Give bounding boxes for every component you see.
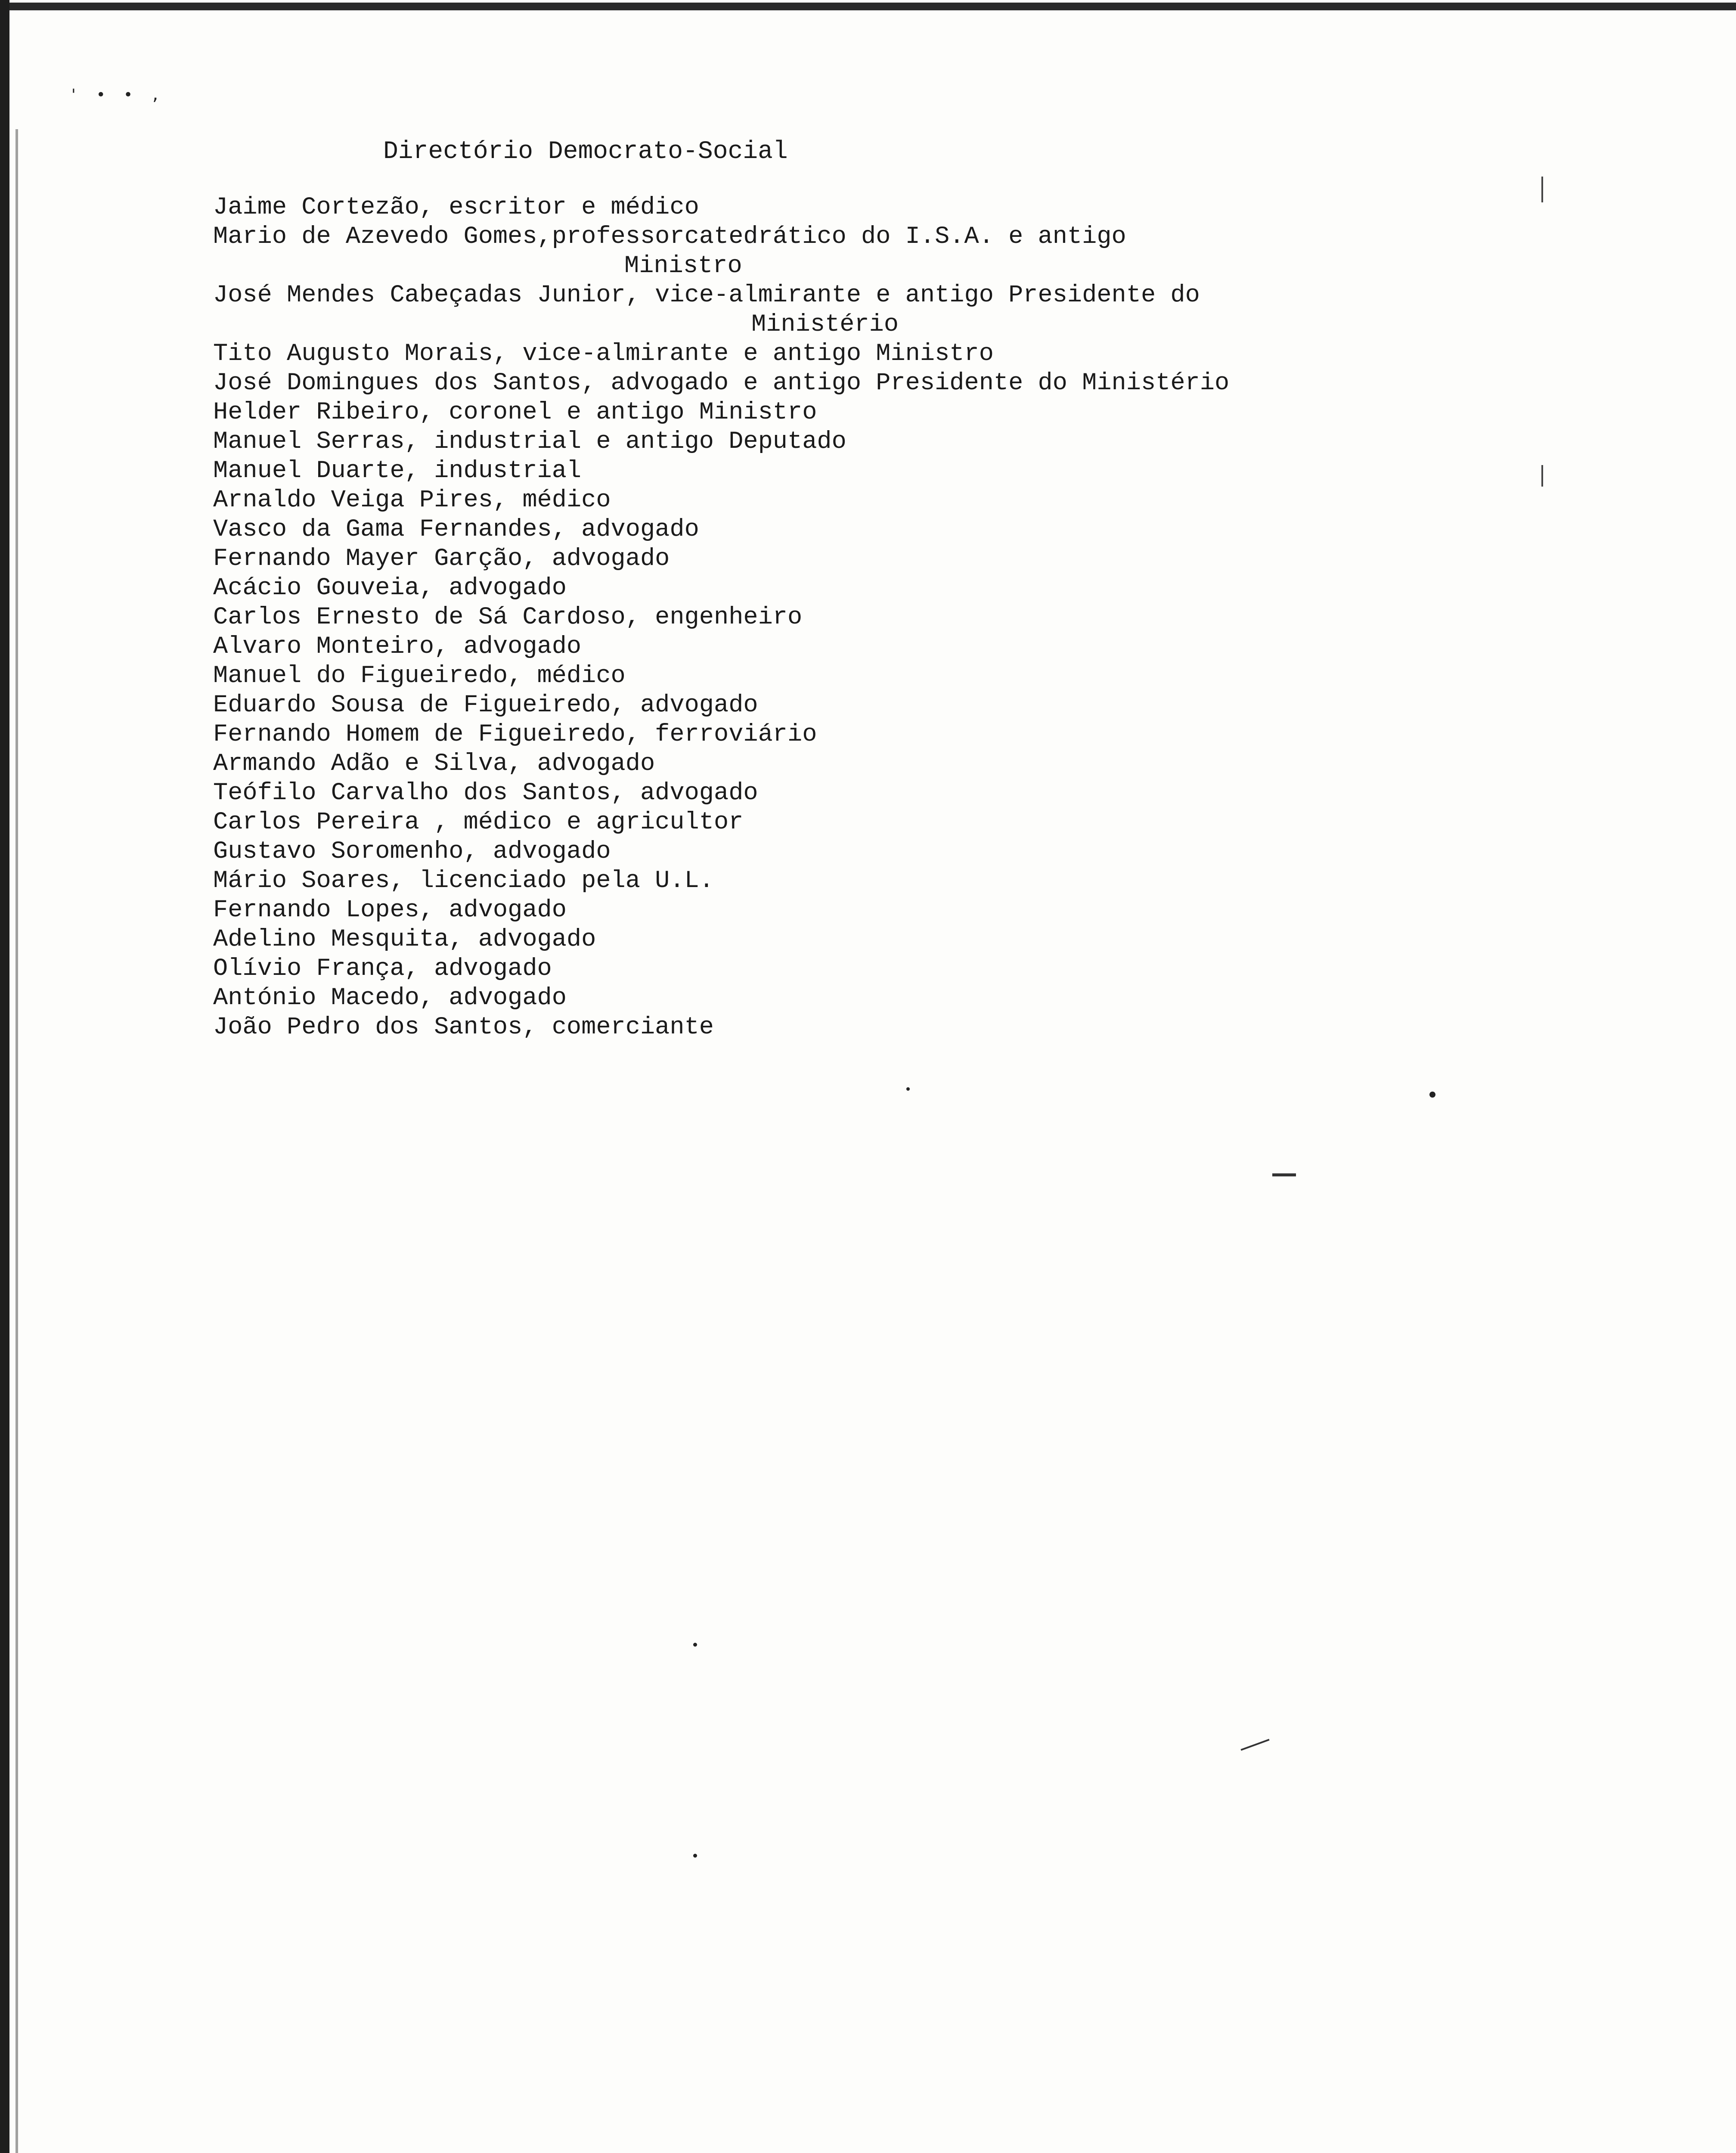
member-entry: José Domingues dos Santos, advogado e antigo Presidente do Ministério <box>213 369 1230 397</box>
member-entry: João Pedro dos Santos, comerciante <box>213 1014 714 1041</box>
member-entry: Manuel do Figueiredo, médico <box>213 662 626 690</box>
scan-dash <box>1272 1173 1296 1176</box>
scan-speck <box>1429 1092 1435 1098</box>
member-entry: Olívio França, advogado <box>213 955 552 983</box>
member-entry: Fernando Homem de Figueiredo, ferroviário <box>213 721 817 748</box>
member-entry: Mario de Azevedo Gomes,professorcatedrático do I.S.A. e antigo <box>213 223 1126 251</box>
scan-top-edge <box>0 3 1736 10</box>
scan-dash <box>1240 1739 1269 1751</box>
member-entry: Arnaldo Veiga Pires, médico <box>213 487 611 514</box>
scan-speck <box>693 1854 697 1858</box>
member-entry: Adelino Mesquita, advogado <box>213 926 596 953</box>
member-entry: Manuel Duarte, industrial <box>213 457 582 485</box>
member-entry: Vasco da Gama Fernandes, advogado <box>213 516 699 543</box>
scan-tick <box>1541 465 1543 487</box>
member-entry: Manuel Serras, industrial e antigo Deputado <box>213 428 846 456</box>
member-list <box>213 193 1505 1042</box>
member-entry: Ministério <box>751 311 899 338</box>
scan-speck <box>693 1643 697 1647</box>
member-entry: Teófilo Carvalho dos Santos, advogado <box>213 779 758 807</box>
member-entry: Carlos Pereira , médico e agricultor <box>213 809 744 836</box>
member-entry: Gustavo Soromenho, advogado <box>213 838 611 866</box>
page-title: Directório Democrato-Social <box>383 138 788 166</box>
member-entry: Fernando Mayer Garção, advogado <box>213 545 670 573</box>
member-entry: Helder Ribeiro, coronel e antigo Ministro <box>213 399 817 426</box>
corner-mark: ' • • , <box>69 86 164 104</box>
member-entry: Ministro <box>624 252 742 280</box>
scan-left-edge <box>0 0 9 2153</box>
member-entry: Mário Soares, licenciado pela U.L. <box>213 867 714 895</box>
member-entry: Tito Augusto Morais, vice-almirante e antigo Ministro <box>213 340 994 368</box>
member-entry: Acácio Gouveia, advogado <box>213 574 567 602</box>
member-entry: António Macedo, advogado <box>213 984 567 1012</box>
scan-tick <box>1541 177 1543 202</box>
scan-speck <box>906 1087 910 1091</box>
member-entry: Carlos Ernesto de Sá Cardoso, engenheiro <box>213 604 803 631</box>
member-entry: Alvaro Monteiro, advogado <box>213 633 582 661</box>
member-entry: Armando Adão e Silva, advogado <box>213 750 655 778</box>
member-entry: Jaime Cortezão, escritor e médico <box>213 194 699 221</box>
member-entry: Eduardo Sousa de Figueiredo, advogado <box>213 692 758 719</box>
scan-left-shadow <box>16 129 18 2153</box>
member-entry: José Mendes Cabeçadas Junior, vice-almirante e antigo Presidente do <box>213 282 1200 309</box>
member-entry: Fernando Lopes, advogado <box>213 897 567 924</box>
